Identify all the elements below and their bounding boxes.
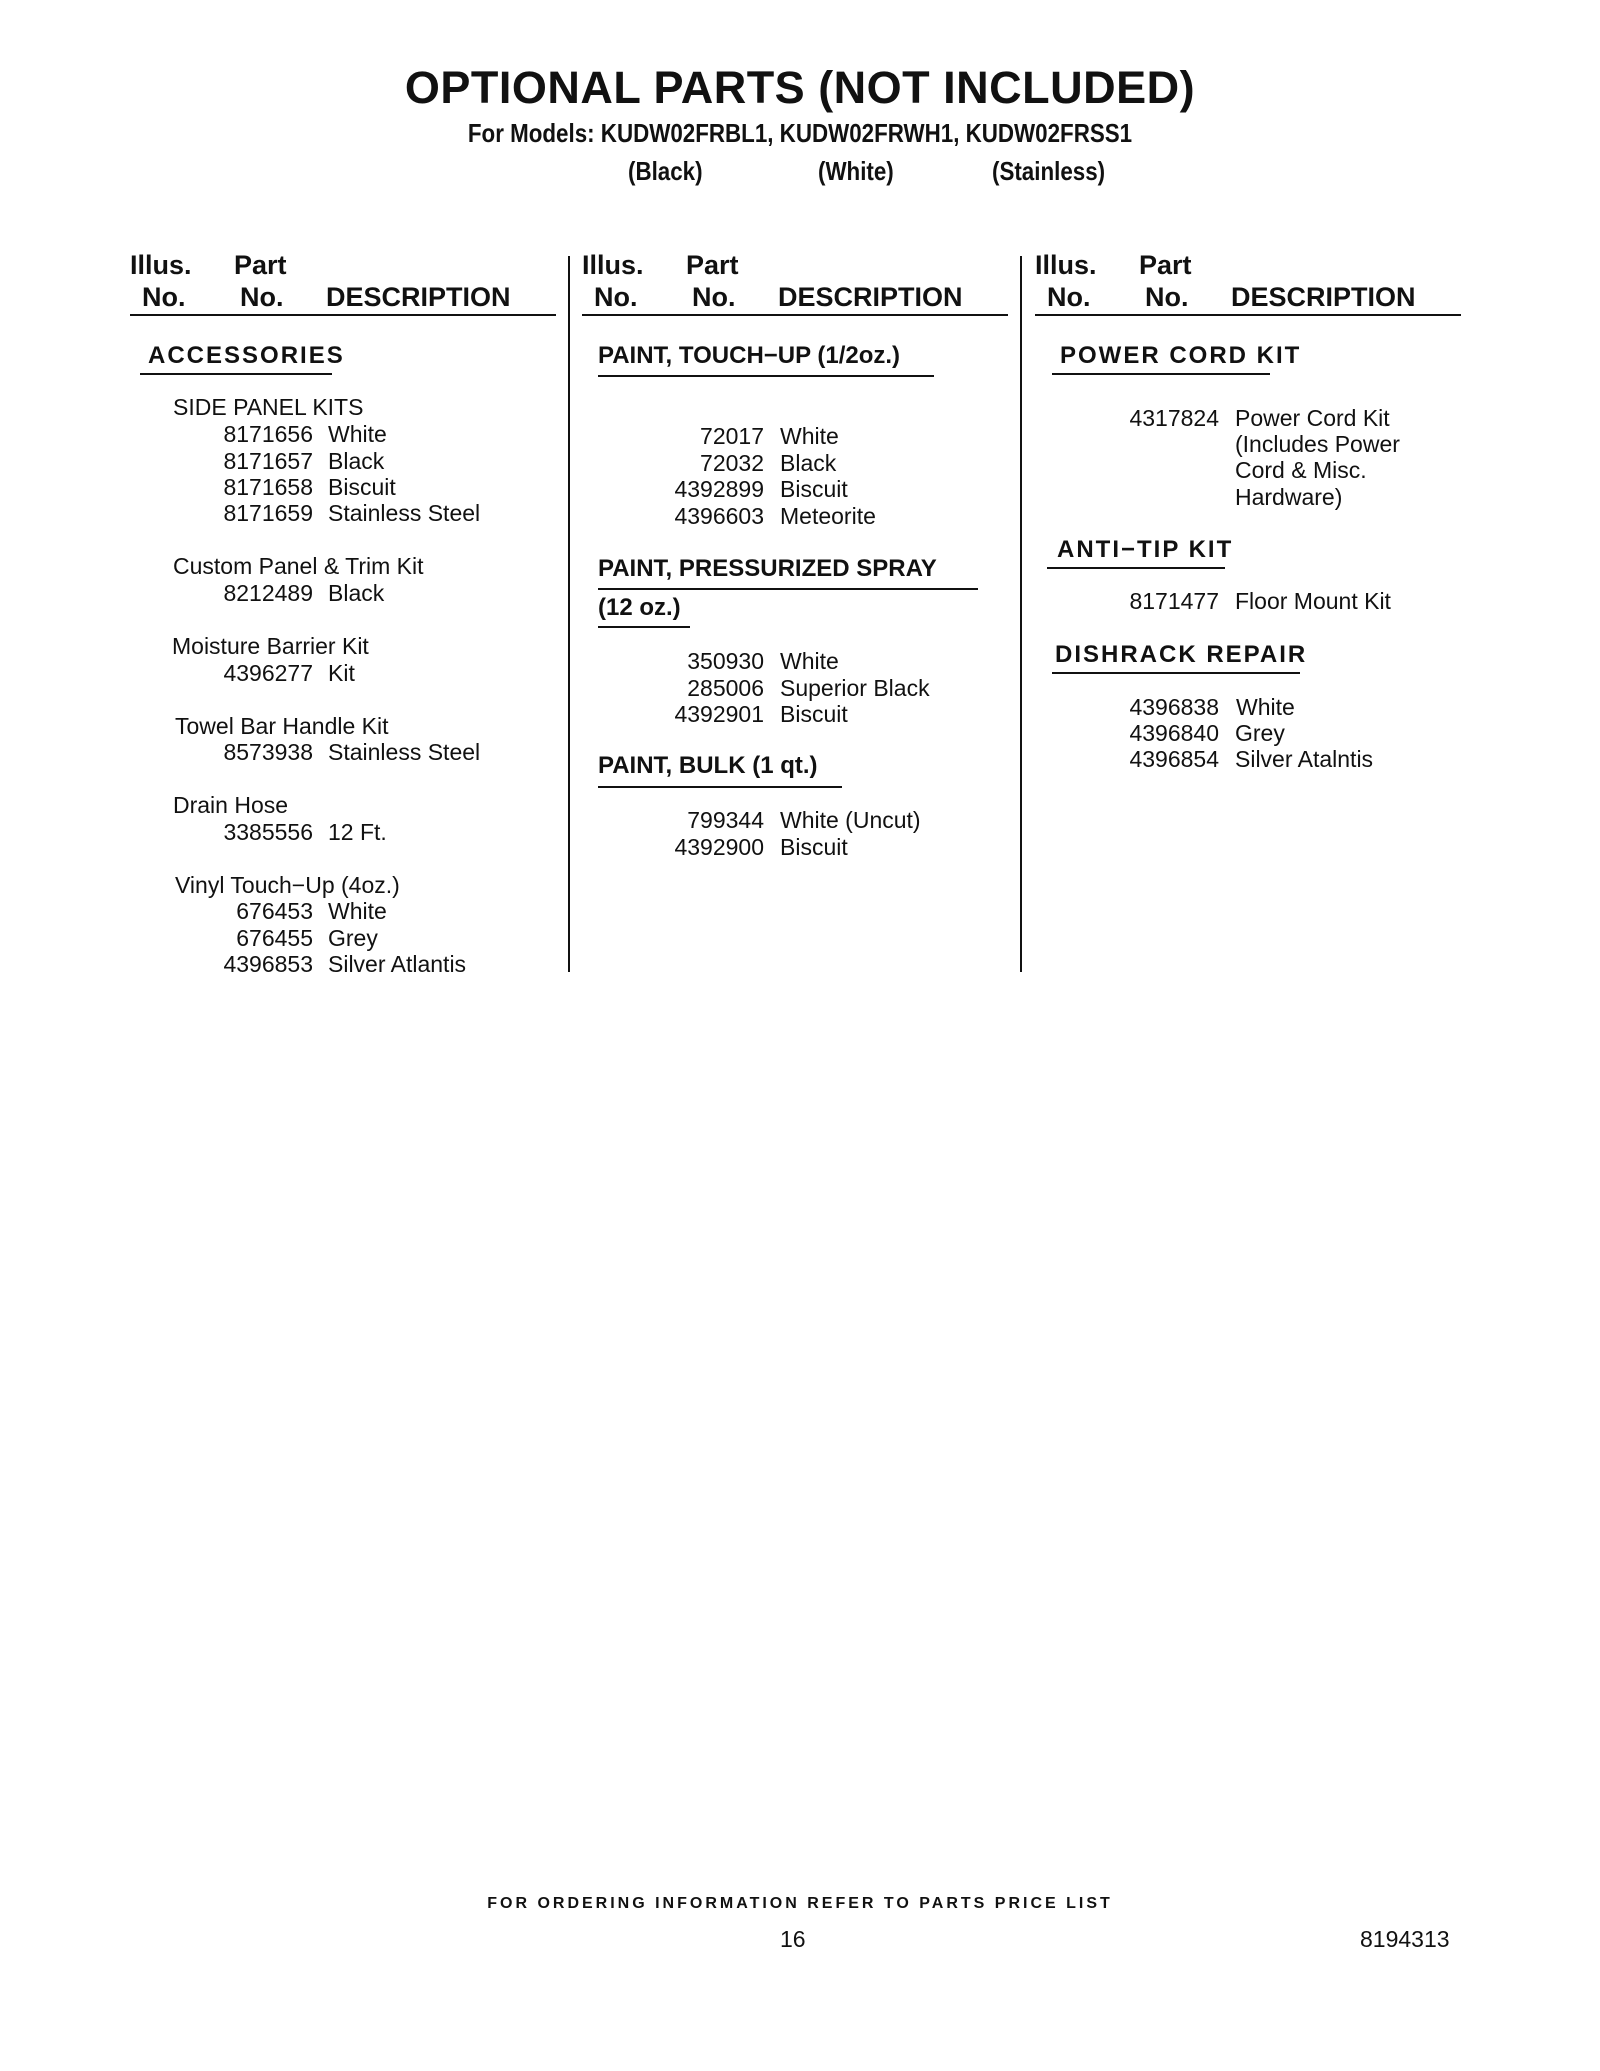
part-description: Black bbox=[328, 448, 385, 474]
section-underline bbox=[140, 373, 332, 375]
no-label: No. bbox=[1047, 282, 1091, 312]
part-label: Part bbox=[1139, 250, 1192, 280]
part-number: 8573938 bbox=[223, 739, 313, 765]
part-description-line: Hardware) bbox=[1235, 484, 1343, 510]
part-description: Grey bbox=[328, 925, 378, 951]
part-label: Part bbox=[686, 250, 739, 280]
group-label: Towel Bar Handle Kit bbox=[175, 713, 389, 739]
part-number: 676455 bbox=[236, 925, 313, 951]
section-title-anti-tip-kit: ANTI−TIP KIT bbox=[1057, 536, 1234, 563]
section-underline bbox=[1047, 567, 1225, 569]
part-number: 8171659 bbox=[223, 500, 313, 526]
no-label: No. bbox=[142, 282, 186, 312]
header-rule bbox=[130, 314, 556, 316]
group-label: Vinyl Touch−Up (4oz.) bbox=[175, 872, 400, 898]
models-line: For Models: KUDW02FRBL1, KUDW02FRWH1, KUDW02FRSS1 bbox=[467, 118, 1133, 148]
variant-stainless: (Stainless) bbox=[992, 156, 1106, 186]
section-underline bbox=[598, 786, 842, 788]
part-description: Stainless Steel bbox=[328, 739, 481, 765]
part-description: Biscuit bbox=[780, 476, 848, 502]
no-label: No. bbox=[240, 282, 284, 312]
part-number: 4392899 bbox=[674, 476, 764, 502]
section-underline bbox=[598, 375, 934, 377]
group-label: Drain Hose bbox=[173, 792, 289, 818]
group-label: SIDE PANEL KITS bbox=[173, 394, 364, 420]
part-description: Stainless Steel bbox=[328, 500, 481, 526]
part-description: White (Uncut) bbox=[780, 807, 921, 833]
part-description: White bbox=[328, 421, 387, 447]
no-label: No. bbox=[1145, 282, 1189, 312]
part-label: Part bbox=[234, 250, 287, 280]
part-description: Meteorite bbox=[780, 503, 876, 529]
column-divider bbox=[1020, 256, 1022, 972]
section-underline bbox=[598, 626, 690, 628]
page-title: OPTIONAL PARTS (NOT INCLUDED) bbox=[404, 62, 1196, 113]
column-divider bbox=[568, 256, 570, 972]
part-number: 8171657 bbox=[223, 448, 313, 474]
part-number: 4317824 bbox=[1129, 405, 1219, 431]
part-number: 8171658 bbox=[223, 474, 313, 500]
part-description: Superior Black bbox=[780, 675, 930, 701]
group-label: Custom Panel & Trim Kit bbox=[173, 553, 424, 579]
section-title-accessories: ACCESSORIES bbox=[148, 342, 345, 369]
section-title-paint-pressurized-spray: PAINT, PRESSURIZED SPRAY bbox=[598, 555, 937, 582]
part-number: 3385556 bbox=[223, 819, 313, 845]
description-label: DESCRIPTION bbox=[778, 282, 963, 312]
part-description: White bbox=[1236, 694, 1295, 720]
illus-label: Illus. bbox=[130, 250, 192, 280]
part-number: 4396277 bbox=[223, 660, 313, 686]
ordering-note: FOR ORDERING INFORMATION REFER TO PARTS PRICE LIST bbox=[487, 1895, 1113, 1912]
part-description: Floor Mount Kit bbox=[1235, 588, 1391, 614]
no-label: No. bbox=[692, 282, 736, 312]
illus-label: Illus. bbox=[582, 250, 644, 280]
no-label: No. bbox=[594, 282, 638, 312]
part-description-line: Cord & Misc. bbox=[1235, 457, 1367, 483]
page-number: 16 bbox=[780, 1926, 806, 1952]
part-number: 72032 bbox=[700, 450, 764, 476]
section-underline bbox=[598, 588, 978, 590]
section-underline bbox=[1052, 672, 1300, 674]
illus-label: Illus. bbox=[1035, 250, 1097, 280]
part-number: 4396854 bbox=[1129, 746, 1219, 772]
part-description: Power Cord Kit bbox=[1235, 405, 1390, 431]
part-description: Kit bbox=[328, 660, 355, 686]
part-description: White bbox=[328, 898, 387, 924]
document-number: 8194313 bbox=[1360, 1926, 1450, 1952]
part-description: Biscuit bbox=[780, 834, 848, 860]
description-label: DESCRIPTION bbox=[326, 282, 511, 312]
section-underline bbox=[1052, 373, 1270, 375]
part-description: Biscuit bbox=[780, 701, 848, 727]
part-description: Silver Atlantis bbox=[328, 951, 467, 977]
variant-white: (White) bbox=[818, 156, 894, 186]
header-rule bbox=[582, 314, 1008, 316]
part-number: 4392900 bbox=[674, 834, 764, 860]
variant-black: (Black) bbox=[628, 156, 703, 186]
part-description: White bbox=[780, 648, 839, 674]
part-number: 8171656 bbox=[223, 421, 313, 447]
part-number: 676453 bbox=[236, 898, 313, 924]
section-title-line2: (12 oz.) bbox=[598, 594, 681, 621]
part-number: 4396838 bbox=[1129, 694, 1219, 720]
part-number: 4396603 bbox=[674, 503, 764, 529]
part-number: 799344 bbox=[687, 807, 764, 833]
part-description: Black bbox=[780, 450, 837, 476]
part-description: Biscuit bbox=[328, 474, 396, 500]
part-number: 8212489 bbox=[223, 580, 313, 606]
section-title-paint-bulk: PAINT, BULK (1 qt.) bbox=[598, 752, 818, 779]
section-title-paint-touch-up: PAINT, TOUCH−UP (1/2oz.) bbox=[598, 342, 901, 369]
part-number: 4396840 bbox=[1129, 720, 1219, 746]
part-number: 350930 bbox=[687, 648, 764, 674]
section-title-power-cord-kit: POWER CORD KIT bbox=[1060, 342, 1302, 369]
part-description-line: (Includes Power bbox=[1235, 431, 1400, 457]
part-description: 12 Ft. bbox=[328, 819, 387, 845]
part-number: 4396853 bbox=[223, 951, 313, 977]
header-rule bbox=[1035, 314, 1461, 316]
part-number: 4392901 bbox=[674, 701, 764, 727]
section-title-dishrack-repair: DISHRACK REPAIR bbox=[1055, 641, 1308, 668]
group-label: Moisture Barrier Kit bbox=[172, 633, 369, 659]
part-number: 285006 bbox=[687, 675, 764, 701]
part-number: 72017 bbox=[700, 423, 764, 449]
description-label: DESCRIPTION bbox=[1231, 282, 1416, 312]
part-description: White bbox=[780, 423, 839, 449]
part-description: Grey bbox=[1235, 720, 1285, 746]
part-description: Black bbox=[328, 580, 385, 606]
part-number: 8171477 bbox=[1129, 588, 1219, 614]
part-description: Silver Atalntis bbox=[1235, 746, 1374, 772]
